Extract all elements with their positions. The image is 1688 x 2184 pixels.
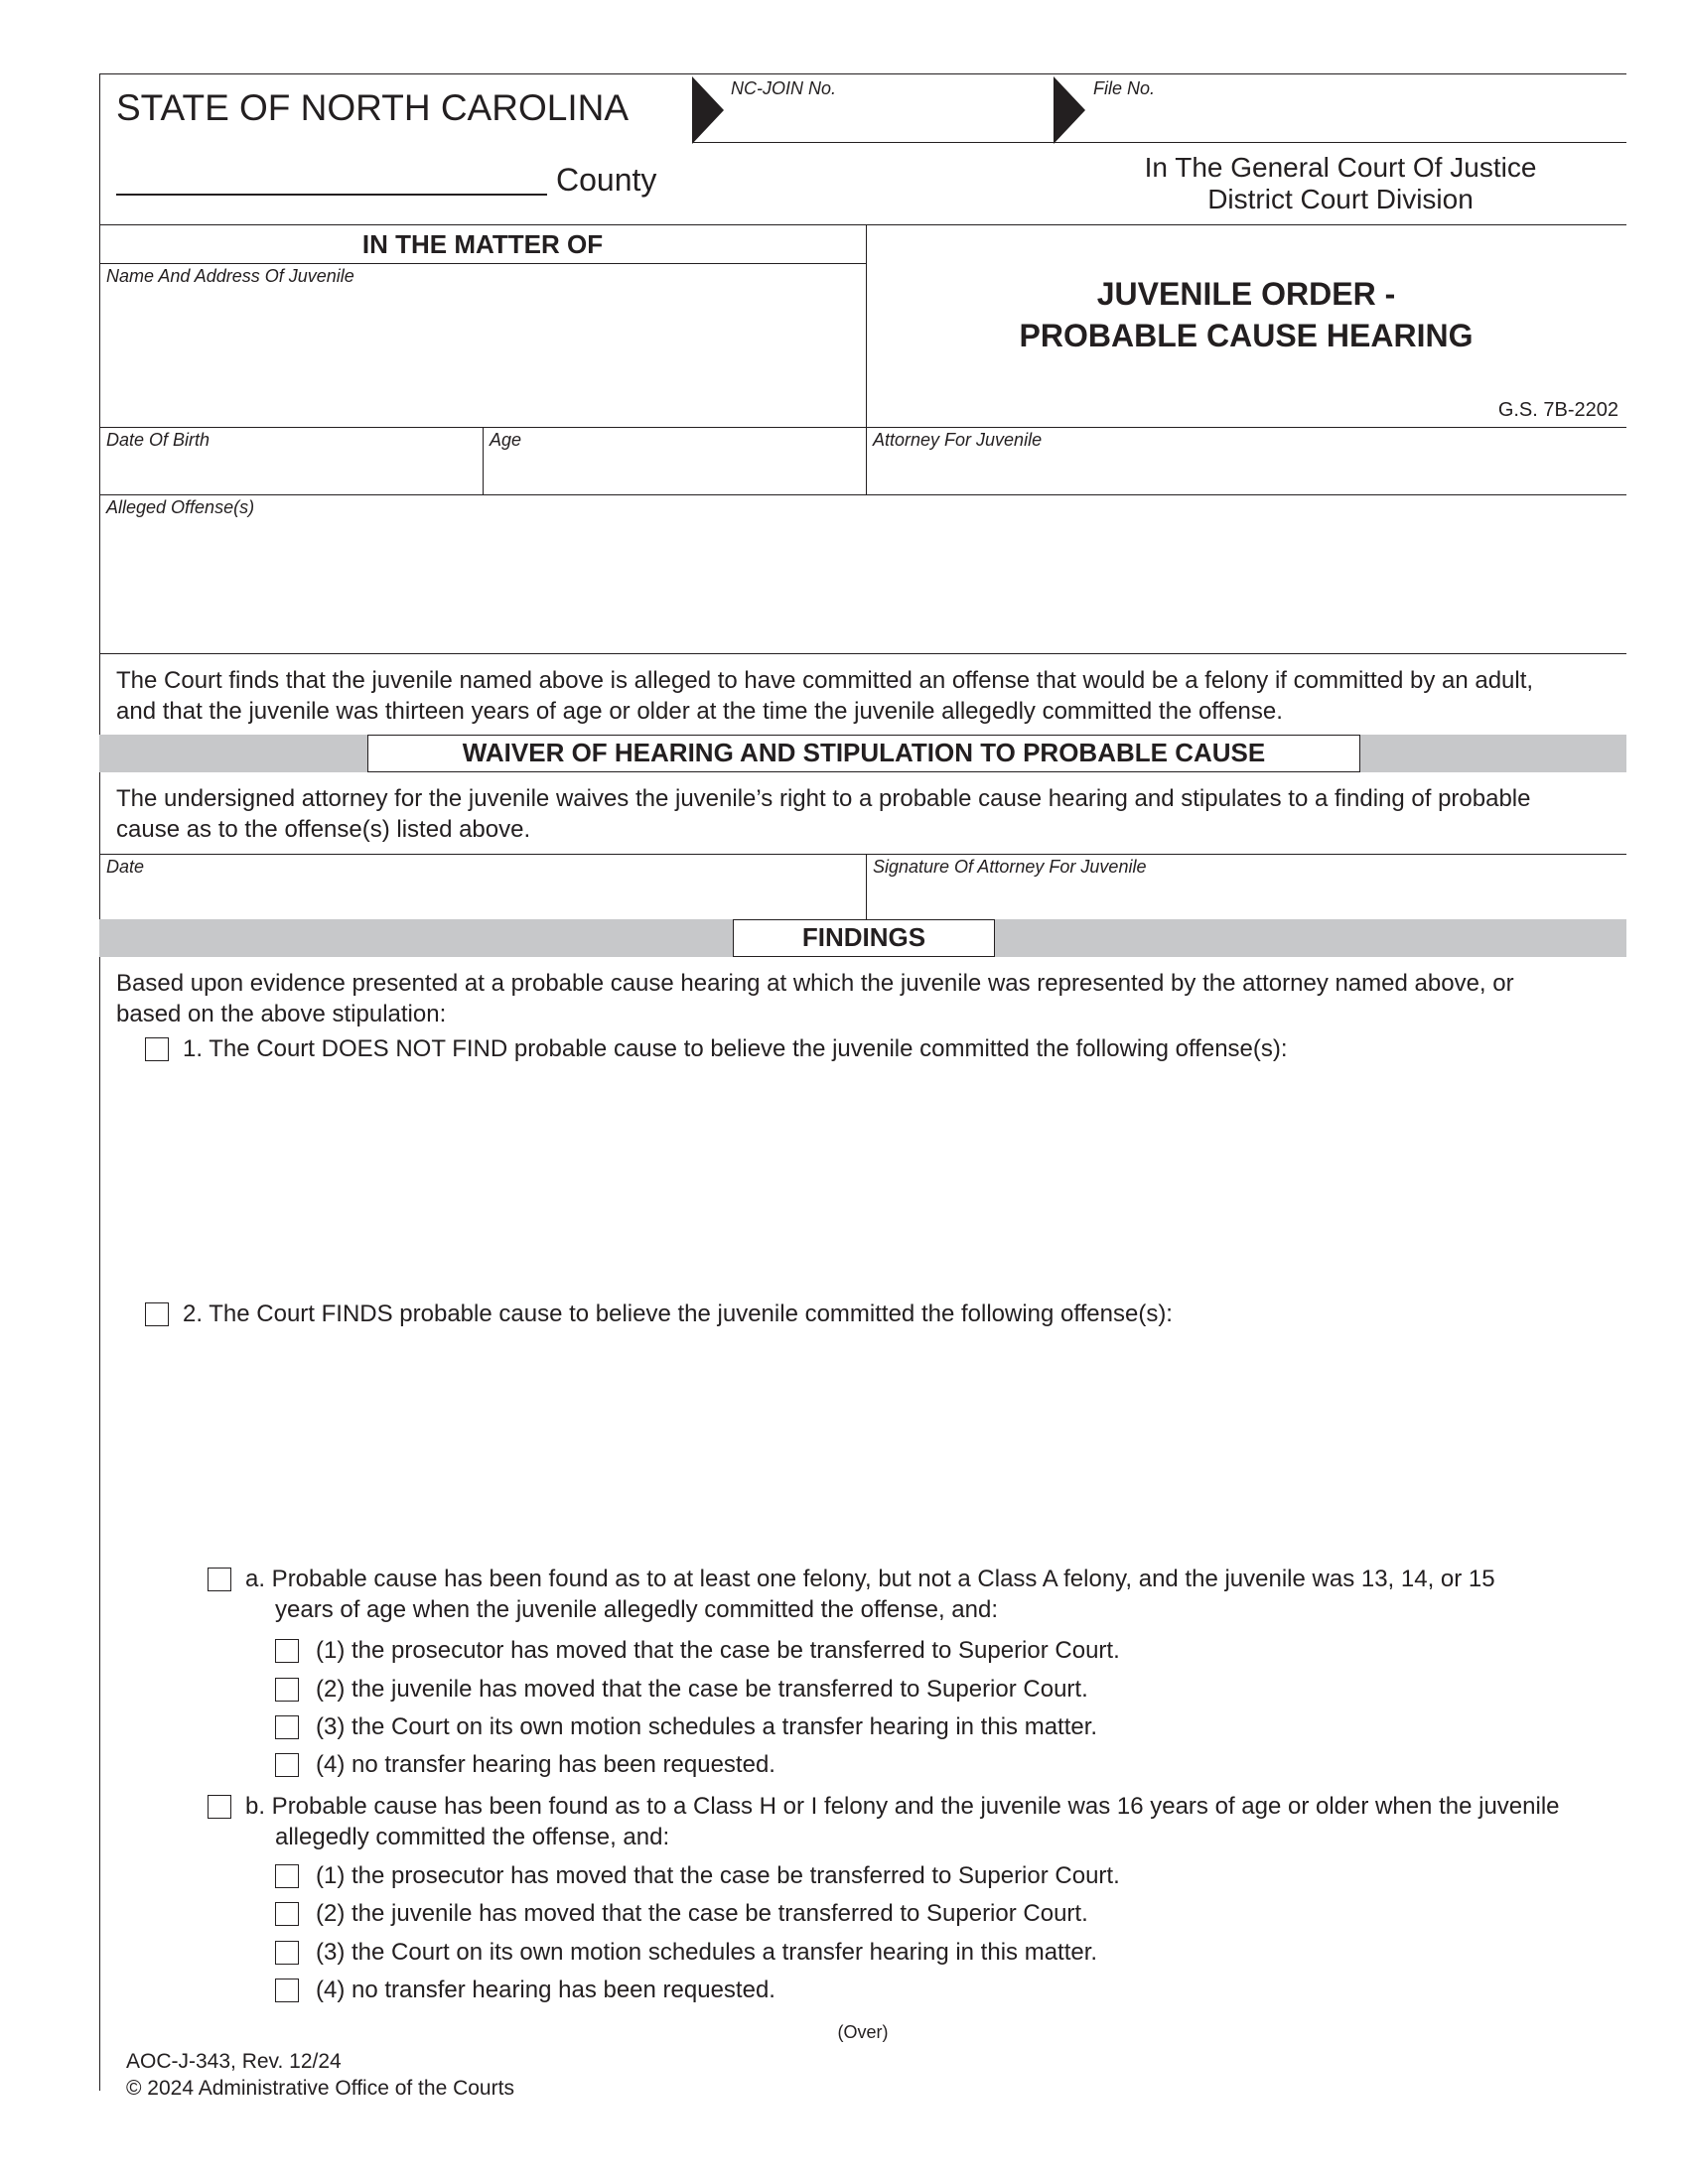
finding-2b-option-3-text: (3) the Court on its own motion schedules a transfer hearing in this matter. [316,1939,1098,1966]
ncjoin-arrow-icon [692,76,724,144]
top-rule [99,73,1626,74]
alleged-offenses-field[interactable] [103,520,1620,649]
file-field[interactable] [1092,101,1618,137]
county-blank-line [116,194,547,196]
finding-2a-option-3-text: (3) the Court on its own motion schedules a transfer hearing in this matter. [316,1713,1098,1740]
finding-2a-text-line-2: years of age when the juvenile allegedly committed the offense, and: [275,1596,999,1623]
finding-2-text: 2. The Court FINDS probable cause to believe the juvenile committed the following offense(s): [183,1300,1173,1327]
form-title-line-2: PROBABLE CAUSE HEARING [1019,318,1474,353]
finding-2a-option-3-checkbox[interactable] [275,1715,299,1739]
attorney-signature-field[interactable] [870,880,1620,915]
header-bottom-rule [99,224,1626,225]
finding-2b-option-1-text: (1) the prosecutor has moved that the case be transferred to Superior Court. [316,1862,1120,1889]
finding-2b-option-4-checkbox[interactable] [275,1979,299,2002]
finding-2a-checkbox[interactable] [208,1568,231,1591]
offense-row-bottom-rule [99,653,1626,654]
finding-2a-option-2-checkbox[interactable] [275,1678,299,1702]
finding-1-text: 1. The Court DOES NOT FIND probable cause to believe the juvenile committed the following offense(s): [183,1035,1288,1062]
dob-label: Date Of Birth [106,430,211,450]
finding-2b-option-3-checkbox[interactable] [275,1941,299,1965]
finding-2-offenses-field[interactable] [183,1336,1613,1555]
dob-field[interactable] [103,453,477,490]
finding-2a-text-line-1: a. Probable cause has been found as to at least one felony, but not a Class A felony, and the juvenile was 13, 14, or 15 [245,1566,1495,1592]
waiver-sign-divider [866,854,867,919]
copyright-notice: © 2024 Administrative Office of the Courts [126,2077,514,2100]
finding-2a-option-4-checkbox[interactable] [275,1753,299,1777]
finding-2b-text-line-1: b. Probable cause has been found as to a Class H or I felony and the juvenile was 16 years of age or older when the juvenile [245,1793,1560,1820]
state-title: STATE OF NORTH CAROLINA [116,87,629,128]
finding-2a-option-2-text: (2) the juvenile has moved that the case be transferred to Superior Court. [316,1676,1088,1703]
finding-2b-text-line-2: allegedly committed the offense, and: [275,1824,670,1850]
alleged-offenses-label: Alleged Offense(s) [106,497,255,517]
waiver-text-line-1: The undersigned attorney for the juvenile waives the juvenile’s right to a probable cause hearing and stipulates to a finding of probable [116,785,1531,812]
finding-2a-option-1-text: (1) the prosecutor has moved that the case be transferred to Superior Court. [316,1637,1120,1664]
over-indicator: (Over) [837,2022,889,2042]
finding-2b-option-2-text: (2) the juvenile has moved that the case be transferred to Superior Court. [316,1900,1088,1927]
finding-2-checkbox[interactable] [145,1302,169,1326]
finding-2a-option-4-text: (4) no transfer hearing has been requested. [316,1751,775,1778]
finding-2a-option-1-checkbox[interactable] [275,1639,299,1663]
header-number-rule [692,142,1626,143]
court-finds-line-1: The Court finds that the juvenile named above is alleged to have committed an offense that would be a felony if committed by an adult, [116,667,1534,694]
form-id: AOC-J-343, Rev. 12/24 [126,2050,342,2073]
ncjoin-field[interactable] [730,101,1048,137]
waiver-text-line-2: cause as to the offense(s) listed above. [116,816,531,843]
court-finds-line-2: and that the juvenile was thirteen years of age or older at the time the juvenile allegedly committed the offense. [116,698,1283,725]
finding-2b-option-2-checkbox[interactable] [275,1902,299,1926]
attorney-field[interactable] [870,453,1620,490]
court-line-1: In The General Court Of Justice [1144,152,1537,183]
finding-1-offenses-field[interactable] [183,1072,1613,1291]
finding-1-checkbox[interactable] [145,1037,169,1061]
file-arrow-icon [1054,76,1085,144]
finding-2b-option-4-text: (4) no transfer hearing has been requested. [316,1977,775,2003]
ncjoin-label: NC-JOIN No. [731,78,837,98]
finding-2b-option-1-checkbox[interactable] [275,1864,299,1888]
file-label: File No. [1093,78,1156,98]
findings-heading: FINDINGS [733,919,995,957]
waiver-sign-top-rule [99,854,1626,855]
dob-row-top-rule [99,427,1626,428]
attorney-signature-label: Signature Of Attorney For Juvenile [873,857,1147,877]
form-title-line-1: JUVENILE ORDER - [1096,276,1396,312]
name-address-field[interactable] [103,290,860,423]
dob-age-divider [483,427,484,494]
left-border [99,73,100,2091]
matter-heading-rule [99,263,866,264]
matter-divider [866,224,867,494]
waiver-heading: WAIVER OF HEARING AND STIPULATION TO PROBABLE CAUSE [367,735,1360,772]
finding-2b-checkbox[interactable] [208,1795,231,1819]
attorney-label: Attorney For Juvenile [873,430,1043,450]
age-field[interactable] [487,453,860,490]
matter-heading: IN THE MATTER OF [361,229,604,259]
age-label: Age [490,430,522,450]
statute-reference: G.S. 7B-2202 [1497,399,1618,421]
name-address-label: Name And Address Of Juvenile [106,266,354,286]
court-line-2: District Court Division [1207,184,1474,214]
waiver-date-field[interactable] [103,880,860,915]
county-label: County [556,162,657,198]
offense-row-top-rule [99,494,1626,495]
waiver-date-label: Date [106,857,145,877]
findings-intro-line-1: Based upon evidence presented at a probable cause hearing at which the juvenile was represented by the attorney named above, or [116,970,1514,997]
findings-intro-line-2: based on the above stipulation: [116,1001,447,1027]
